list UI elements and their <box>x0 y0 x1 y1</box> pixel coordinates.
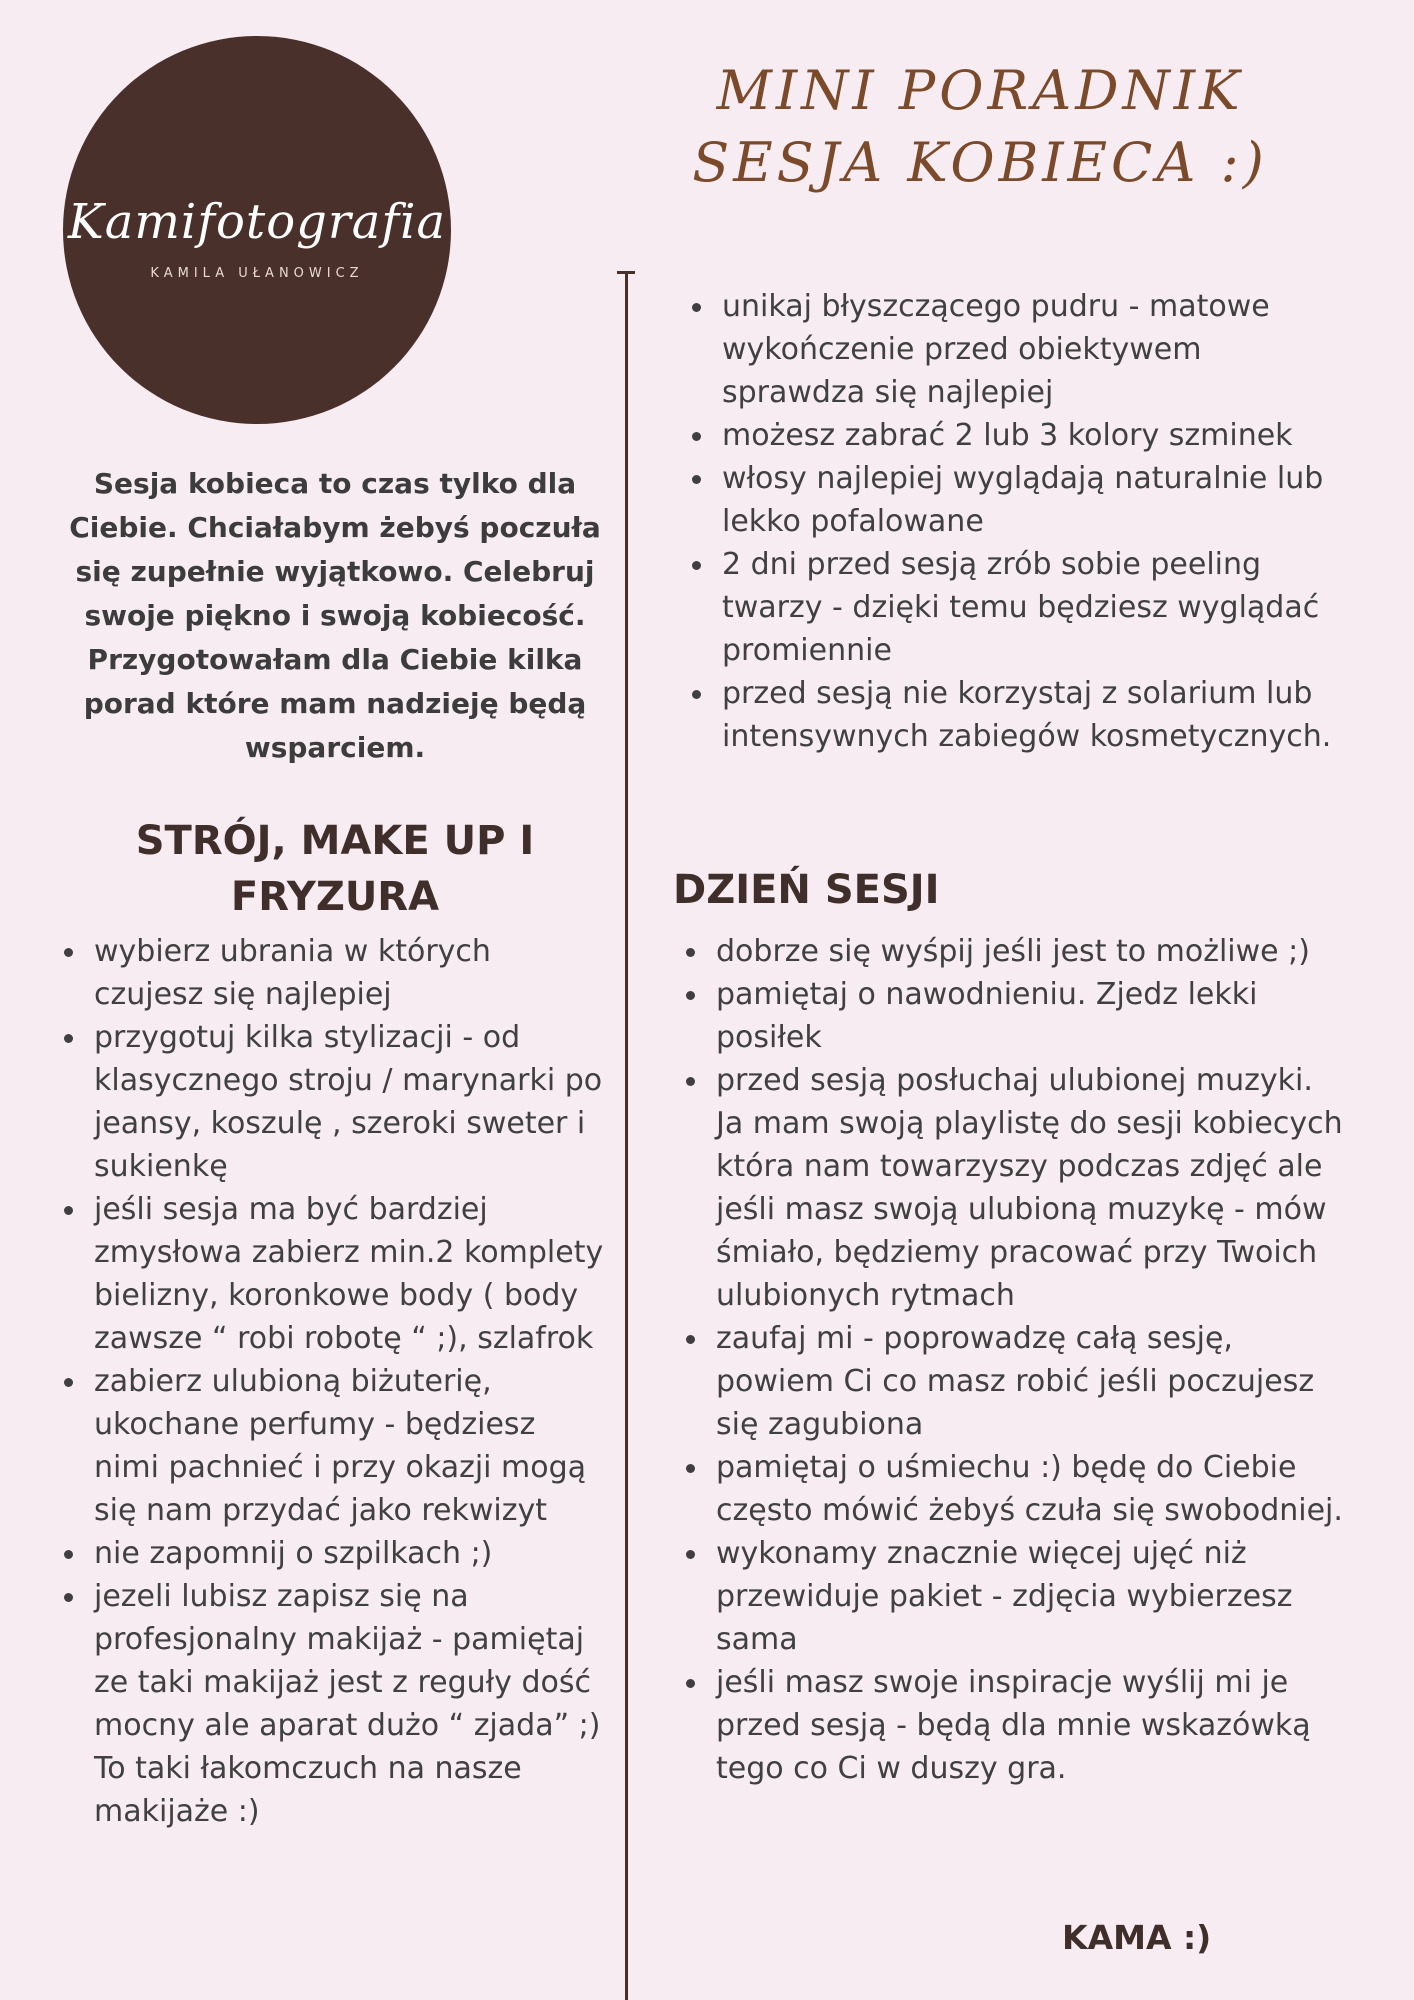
list-item: zabierz ulubioną biżuterię, ukochane perfumy - będziesz nimi pachnieć i przy okazji mogą się nam przydać jako rekwizyt <box>62 1360 607 1532</box>
logo-script-text: Kamifotografia <box>67 194 447 250</box>
list-item: pamiętaj o nawodnieniu. Zjedz lekki posiłek <box>684 973 1344 1059</box>
list-item: wybierz ubrania w których czujesz się najlepiej <box>62 930 607 1016</box>
list-item: zaufaj mi - poprowadzę całą sesję, powiem Ci co masz robić jeśli poczujesz się zagubiona <box>684 1317 1344 1446</box>
title-line-1: MINI PORADNIK <box>716 59 1244 122</box>
list-item: jezeli lubisz zapisz się na profesjonalny makijaż - pamiętaj ze taki makijaż jest z reguły dość mocny ale aparat dużo “ zjada” ;) To taki łakomczuch na nasze makijaże :) <box>62 1575 607 1833</box>
list-item: możesz zabrać 2 lub 3 kolory szminek <box>690 414 1350 457</box>
makeup-tips-list <box>690 285 1350 758</box>
list-item: przed sesją posłuchaj ulubionej muzyki. Ja mam swoją playlistę do sesji kobiecych która nam towarzyszy podczas zdjęć ale jeśli masz swoją ulubioną muzykę - mów śmiało, będziemy pracować przy Twoich ulubionych rytmach <box>684 1059 1344 1317</box>
list-item: przed sesją nie korzystaj z solarium lub intensywnych zabiegów kosmetycznych. <box>690 672 1350 758</box>
section-heading-outfit: STRÓJ, MAKE UP I FRYZURA <box>135 818 535 920</box>
list-item: 2 dni przed sesją zrób sobie peeling twarzy - dzięki temu będziesz wyglądać promiennie <box>690 543 1350 672</box>
page-title <box>660 55 1300 199</box>
outfit-tips-list <box>62 930 607 1833</box>
list-item: pamiętaj o uśmiechu :) będę do Ciebie często mówić żebyś czuła się swobodniej. <box>684 1446 1344 1532</box>
column-divider <box>625 272 628 2000</box>
section-heading-session-day: DZIEŃ SESJI <box>673 867 940 913</box>
list-item: wykonamy znacznie więcej ujęć niż przewiduje pakiet - zdjęcia wybierzesz sama <box>684 1532 1344 1661</box>
list-item: jeśli sesja ma być bardziej zmysłowa zabierz min.2 komplety bielizny, koronkowe body ( body zawsze “ robi robotę “ ;), szlafrok <box>62 1188 607 1360</box>
list-item: nie zapomnij o szpilkach ;) <box>62 1532 607 1575</box>
list-item: dobrze się wyśpij jeśli jest to możliwe ;) <box>684 930 1344 973</box>
logo-subtitle: KAMILA UŁANOWICZ <box>150 266 364 281</box>
brand-logo <box>63 36 451 424</box>
list-item: włosy najlepiej wyglądają naturalnie lub lekko pofalowane <box>690 457 1350 543</box>
title-line-2: SESJA KOBIECA :) <box>692 131 1268 194</box>
intro-paragraph: Sesja kobieca to czas tylko dla Ciebie. Chciałabym żebyś poczuła się zupełnie wyjątkowo. Celebruj swoje piękno i swoją kobiecość. Przygotowałam dla Ciebie kilka porad które mam nadzieję będą wsparciem. <box>69 467 601 764</box>
session-day-tips-list <box>684 930 1344 1790</box>
list-item: unikaj błyszczącego pudru - matowe wykończenie przed obiektywem sprawdza się najlepiej <box>690 285 1350 414</box>
list-item: jeśli masz swoje inspiracje wyślij mi je przed sesją - będą dla mnie wskazówką tego co Ci w duszy gra. <box>684 1661 1344 1790</box>
list-item: przygotuj kilka stylizacji - od klasycznego stroju / marynarki po jeansy, koszulę , szeroki sweter i sukienkę <box>62 1016 607 1188</box>
signature: KAMA :) <box>1062 1918 1212 1957</box>
